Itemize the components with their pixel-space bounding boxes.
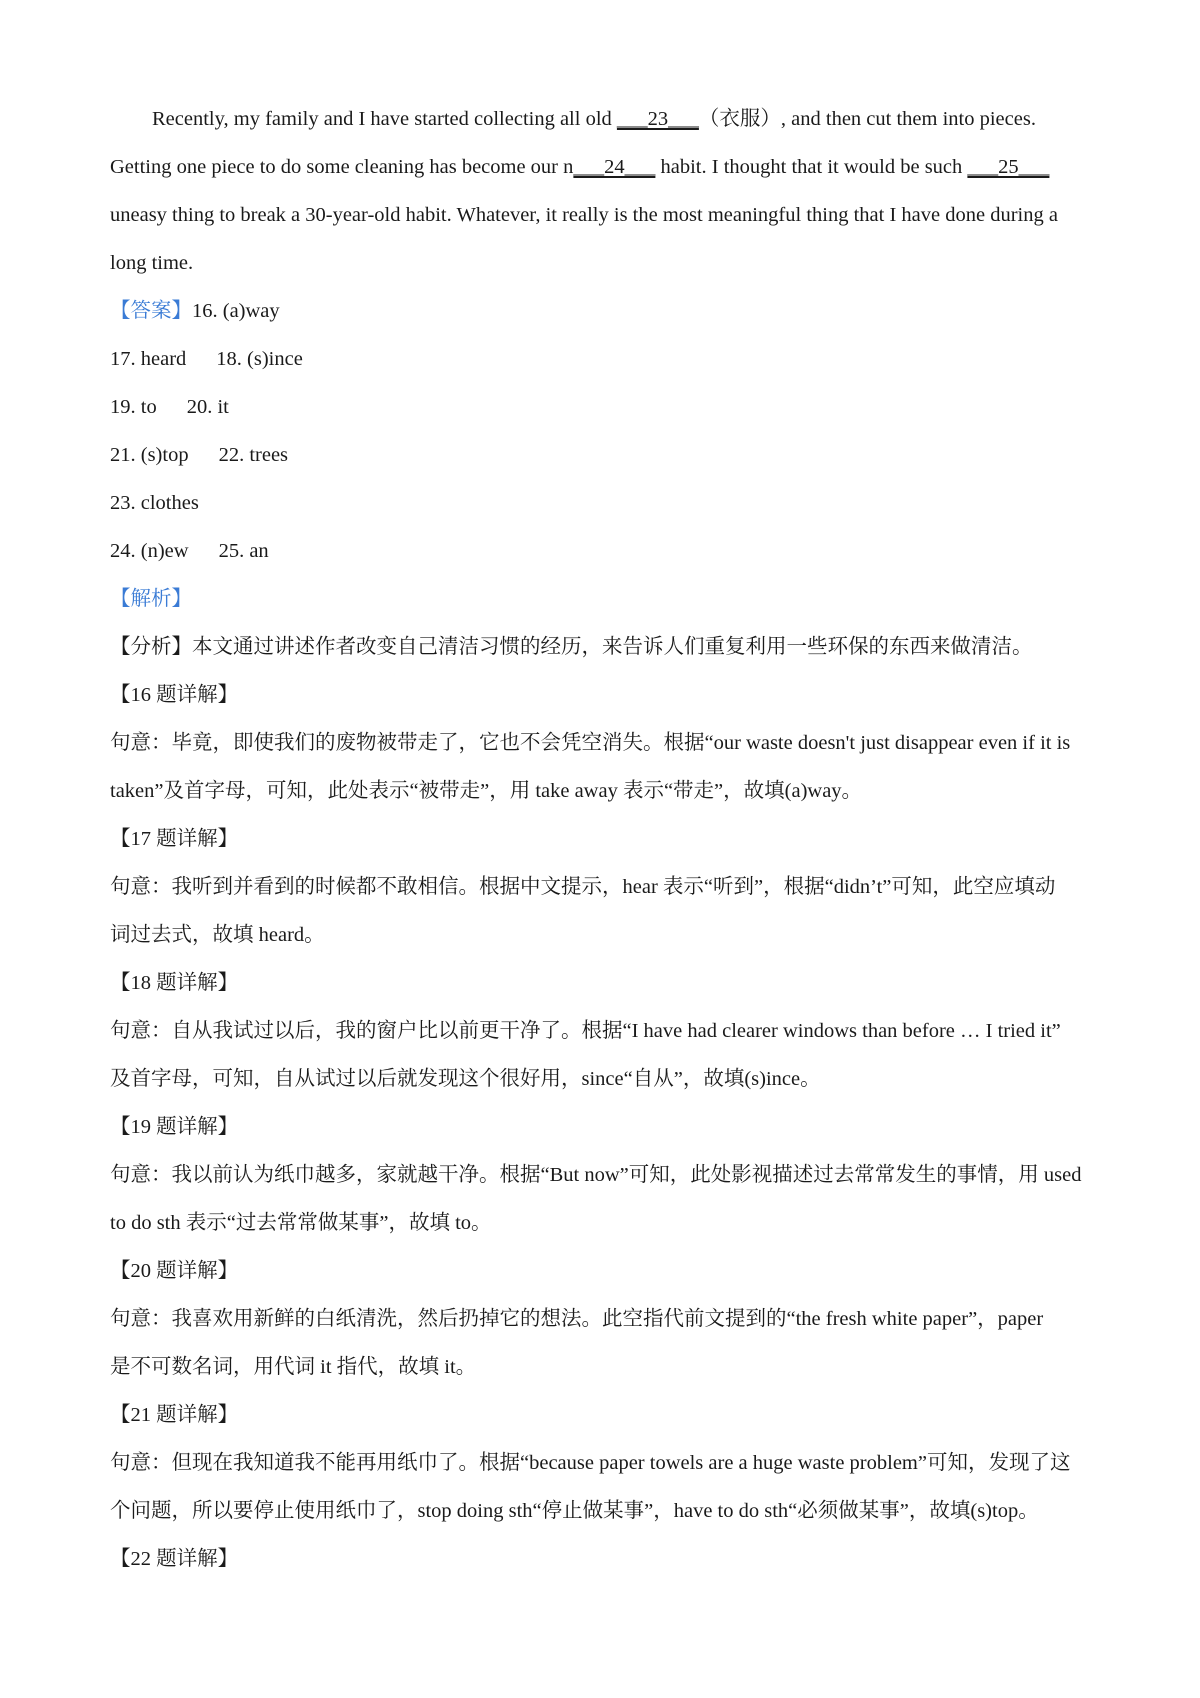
q17-title bbox=[110, 815, 1100, 863]
answer-row-4 bbox=[110, 431, 1100, 479]
summary-text: 【分析】本文通过讲述作者改变自己清洁习惯的经历，来告诉人们重复利用一些环保的东西来做清洁。 bbox=[110, 636, 1033, 658]
passage-text: long time. bbox=[110, 252, 194, 274]
explanation-text: 句意：我喜欢用新鲜的白纸清洗，然后扔掉它的想法。此空指代前文提到的“the fresh white paper”，paper bbox=[110, 1308, 1044, 1330]
explanation-text: taken”及首字母，可知，此处表示“被带走”，用 take away 表示“带走”，故填(a)way。 bbox=[110, 780, 863, 802]
answer-18: 18. (s)ince bbox=[216, 348, 303, 370]
question-title: 【18 题详解】 bbox=[110, 972, 239, 994]
q20-line-2 bbox=[110, 1343, 1100, 1391]
passage-text: habit. I thought that it would be such bbox=[655, 156, 968, 178]
answer-25: 25. an bbox=[218, 540, 269, 562]
passage-text: uneasy thing to break a 30-year-old habit. Whatever, it really is the most meaningful thing that I have done during a bbox=[110, 204, 1058, 226]
answer-row-5 bbox=[110, 479, 1100, 527]
answer-16: 16. (a)way bbox=[192, 300, 280, 322]
q16-line-2 bbox=[110, 767, 1100, 815]
answer-row-3 bbox=[110, 383, 1100, 431]
answer-row-2 bbox=[110, 335, 1100, 383]
explanation-text: 是不可数名词，用代词 it 指代，故填 it。 bbox=[110, 1356, 477, 1378]
q22-title bbox=[110, 1535, 1100, 1583]
q17-line-1 bbox=[110, 863, 1100, 911]
q19-line-2 bbox=[110, 1199, 1100, 1247]
q20-title bbox=[110, 1247, 1100, 1295]
explanation-text: 句意：我听到并看到的时候都不敢相信。根据中文提示，hear 表示“听到”，根据“didn’t”可知，此空应填动 bbox=[110, 876, 1056, 898]
q16-line-1 bbox=[110, 719, 1100, 767]
answer-24: 24. (n)ew bbox=[110, 540, 189, 562]
answer-label: 【答案】 bbox=[110, 300, 192, 322]
explanation-text: 句意：毕竟，即使我们的废物被带走了，它也不会凭空消失。根据“our waste doesn't just disappear even if it is bbox=[110, 732, 1071, 754]
explanation-text: 句意：我以前认为纸巾越多，家就越干净。根据“But now”可知，此处影视描述过去常常发生的事情，用 used bbox=[110, 1164, 1082, 1186]
explanation-text: 句意：自从我试过以后，我的窗户比以前更干净了。根据“I have had clearer windows than before … I tried it” bbox=[110, 1020, 1061, 1042]
q21-line-1 bbox=[110, 1439, 1100, 1487]
passage-text: Getting one piece to do some cleaning has become our n bbox=[110, 156, 574, 178]
answer-17: 17. heard bbox=[110, 348, 187, 370]
q21-title bbox=[110, 1391, 1100, 1439]
q19-line-1 bbox=[110, 1151, 1100, 1199]
answer-22: 22. trees bbox=[218, 444, 289, 466]
passage-line-1 bbox=[110, 95, 1100, 143]
passage-line-2 bbox=[110, 143, 1100, 191]
q16-title bbox=[110, 671, 1100, 719]
q18-line-2 bbox=[110, 1055, 1100, 1103]
explanation-text: 词过去式，故填 heard。 bbox=[110, 924, 325, 946]
answer-row-6 bbox=[110, 527, 1100, 575]
answer-20: 20. it bbox=[186, 396, 229, 418]
answer-19: 19. to bbox=[110, 396, 157, 418]
answer-21: 21. (s)top bbox=[110, 444, 189, 466]
q19-title bbox=[110, 1103, 1100, 1151]
analysis-label-line bbox=[110, 575, 1100, 623]
blank-25: ___25___ bbox=[967, 156, 1050, 178]
passage-line-3 bbox=[110, 191, 1100, 239]
explanation-text: to do sth 表示“过去常常做某事”，故填 to。 bbox=[110, 1212, 492, 1234]
question-title: 【16 题详解】 bbox=[110, 684, 239, 706]
analysis-label: 【解析】 bbox=[110, 588, 192, 610]
q20-line-1 bbox=[110, 1295, 1100, 1343]
explanation-text: 个问题，所以要停止使用纸巾了，stop doing sth“停止做某事”，have to do sth“必须做某事”，故填(s)top。 bbox=[110, 1500, 1039, 1522]
question-title: 【20 题详解】 bbox=[110, 1260, 239, 1282]
blank-23: ___23___ bbox=[616, 108, 699, 130]
analysis-summary bbox=[110, 623, 1100, 671]
question-title: 【19 题详解】 bbox=[110, 1116, 239, 1138]
explanation-text: 及首字母，可知，自从试过以后就发现这个很好用，since“自从”，故填(s)ince。 bbox=[110, 1068, 821, 1090]
q18-title bbox=[110, 959, 1100, 1007]
q21-line-2 bbox=[110, 1487, 1100, 1535]
question-title: 【21 题详解】 bbox=[110, 1404, 239, 1426]
document-content bbox=[110, 95, 1100, 1583]
q18-line-1 bbox=[110, 1007, 1100, 1055]
passage-text: （衣服）, and then cut them into pieces. bbox=[698, 108, 1036, 130]
answer-row-1 bbox=[110, 287, 1100, 335]
answer-23: 23. clothes bbox=[110, 492, 199, 514]
blank-24: ___24___ bbox=[573, 156, 656, 178]
question-title: 【22 题详解】 bbox=[110, 1548, 239, 1570]
passage-text: Recently, my family and I have started collecting all old bbox=[152, 108, 617, 130]
explanation-text: 句意：但现在我知道我不能再用纸巾了。根据“because paper towels are a huge waste problem”可知，发现了这 bbox=[110, 1452, 1071, 1474]
passage-line-4 bbox=[110, 239, 1100, 287]
q17-line-2 bbox=[110, 911, 1100, 959]
question-title: 【17 题详解】 bbox=[110, 828, 239, 850]
